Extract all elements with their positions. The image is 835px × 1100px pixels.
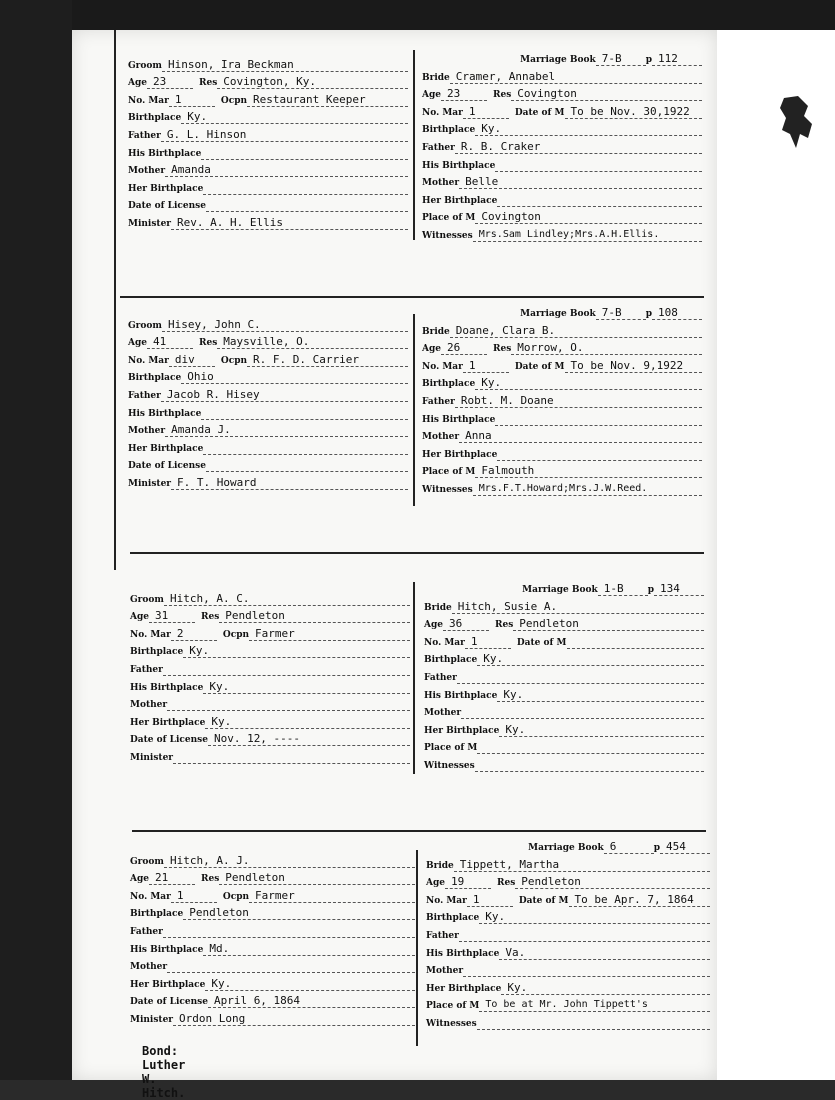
bride-witnesses [475, 771, 704, 772]
date-of-license-label: Date of License [128, 201, 206, 212]
place-of-m-label: Place of M [422, 467, 476, 478]
mother-label: Mother [130, 962, 168, 973]
bride-label: Bride [422, 72, 450, 83]
bride-place-of-m: Covington [475, 210, 702, 224]
groom-name: Hinson, Ira Beckman [162, 58, 408, 72]
bride-book: 1-B [598, 582, 648, 596]
father-label: Father [128, 130, 161, 141]
groom-mother: Amanda [165, 163, 408, 177]
res-label: Res [493, 344, 512, 355]
center-rule-2 [413, 314, 415, 506]
res-label: Res [199, 338, 218, 349]
his-birthplace-label: His Birthplace [130, 682, 204, 693]
birthplace-label: Birthplace [130, 909, 184, 920]
ocpn-label: Ocpn [222, 629, 250, 640]
his-birthplace-label: His Birthplace [128, 408, 202, 419]
page-label: p [645, 309, 652, 319]
bride-page: 454 [660, 840, 710, 854]
witnesses-label: Witnesses [422, 230, 473, 241]
no-mar-label: No. Mar [422, 361, 463, 372]
bride-name: Tippett, Martha [454, 858, 710, 872]
groom-minister: Ordon Long [173, 1012, 415, 1026]
bride-witnesses [477, 1029, 710, 1030]
bride-birthplace: Ky. [479, 910, 710, 924]
place-of-m-label: Place of M [424, 743, 478, 754]
her-birthplace-label: Her Birthplace [128, 183, 204, 194]
bride-no-mar: 1 [463, 359, 509, 373]
center-rule-1 [413, 50, 415, 240]
date-of-license-label: Date of License [130, 735, 208, 746]
groom-ocpn: Restaurant Keeper [247, 93, 408, 107]
bride-column [426, 842, 710, 1030]
groom-name: Hitch, A. J. [164, 854, 415, 868]
bride-name: Doane, Clara B. [450, 324, 702, 338]
bride-page: 134 [654, 582, 704, 596]
minister-label: Minister [130, 752, 174, 763]
separator-1 [120, 296, 704, 298]
father-label: Father [426, 930, 459, 941]
bride-name: Cramer, Annabel [450, 70, 702, 84]
groom-name: Hisey, John C. [162, 318, 408, 332]
bride-label: Bride [424, 602, 452, 613]
bride-date-of-m: To be Apr. 7, 1864 [569, 893, 711, 907]
res-label: Res [493, 90, 512, 101]
bride-no-mar: 1 [463, 105, 509, 119]
her-birthplace-label: Her Birthplace [128, 443, 204, 454]
groom-name: Hitch, A. C. [164, 592, 410, 606]
groom-minister: Rev. A. H. Ellis [171, 216, 408, 230]
bond-note: Bond: Luther W. Hitch. [142, 1044, 186, 1100]
scan-edge-top [0, 0, 835, 30]
birthplace-label: Birthplace [128, 373, 182, 384]
mother-label: Mother [422, 432, 460, 443]
groom-birthplace: Ky. [183, 644, 410, 658]
groom-column [130, 850, 415, 1026]
groom-no-mar: 1 [169, 93, 215, 107]
birthplace-label: Birthplace [422, 379, 476, 390]
bride-label: Bride [422, 326, 450, 337]
father-label: Father [422, 142, 455, 153]
groom-ocpn: Farmer [249, 627, 410, 641]
bride-page: 108 [652, 306, 702, 320]
no-mar-label: No. Mar [424, 637, 465, 648]
groom-label: Groom [130, 856, 164, 867]
res-label: Res [201, 612, 220, 623]
birthplace-label: Birthplace [424, 655, 478, 666]
bride-res: Morrow, O. [511, 341, 702, 355]
groom-his-birthplace: Md. [203, 942, 415, 956]
witnesses-label: Witnesses [426, 1018, 477, 1029]
birthplace-label: Birthplace [426, 913, 480, 924]
his-birthplace-label: His Birthplace [130, 944, 204, 955]
groom-column [128, 314, 408, 490]
mother-label: Mother [128, 166, 166, 177]
groom-res: Maysville, O. [217, 335, 408, 349]
no-mar-label: No. Mar [128, 95, 169, 106]
mother-label: Mother [426, 966, 464, 977]
res-label: Res [199, 78, 218, 89]
her-birthplace-label: Her Birthplace [130, 979, 206, 990]
his-birthplace-label: His Birthplace [424, 690, 498, 701]
bride-father: Robt. M. Doane [455, 394, 702, 408]
minister-label: Minister [130, 1014, 174, 1025]
ocpn-label: Ocpn [220, 355, 248, 366]
groom-no-mar: 1 [171, 889, 217, 903]
age-label: Age [422, 90, 442, 101]
center-rule-4 [416, 850, 418, 1046]
groom-father: G. L. Hinson [161, 128, 408, 142]
mother-label: Mother [422, 178, 460, 189]
age-label: Age [130, 874, 150, 885]
mother-label: Mother [130, 700, 168, 711]
groom-birthplace: Pendleton [183, 906, 415, 920]
witnesses-label: Witnesses [424, 760, 475, 771]
groom-column [130, 588, 410, 764]
age-label: Age [424, 620, 444, 631]
marriage-book-label: Marriage Book [528, 843, 604, 853]
bride-birthplace: Ky. [477, 652, 704, 666]
bride-book: 6 [604, 840, 654, 854]
father-label: Father [130, 926, 163, 937]
place-of-m-label: Place of M [426, 1001, 480, 1012]
bride-age: 36 [443, 617, 489, 631]
groom-ocpn: R. F. D. Carrier [247, 353, 408, 367]
groom-no-mar: div [169, 353, 215, 367]
res-label: Res [497, 878, 516, 889]
groom-his-birthplace: Ky. [203, 680, 410, 694]
groom-label: Groom [130, 594, 164, 605]
bride-no-mar: 1 [467, 893, 513, 907]
no-mar-label: No. Mar [426, 895, 467, 906]
bride-date-of-m: To be Nov. 9,1922 [565, 359, 703, 373]
sheet-left-rule [114, 30, 116, 570]
witnesses-label: Witnesses [422, 484, 473, 495]
marriage-book-label: Marriage Book [520, 55, 596, 65]
groom-res: Pendleton [219, 609, 410, 623]
birthplace-label: Birthplace [130, 647, 184, 658]
his-birthplace-label: His Birthplace [422, 160, 496, 171]
bride-book: 7-B [596, 306, 646, 320]
groom-age: 41 [147, 335, 193, 349]
bride-her-birthplace: Ky. [501, 981, 710, 995]
groom-ocpn: Farmer [249, 889, 415, 903]
date-of-m-label: Date of M [516, 637, 567, 648]
separator-2 [130, 552, 704, 554]
groom-her-birthplace: Ky. [205, 715, 410, 729]
bride-no-mar: 1 [465, 635, 511, 649]
her-birthplace-label: Her Birthplace [426, 983, 502, 994]
no-mar-label: No. Mar [128, 355, 169, 366]
groom-date-of-license: Nov. 12, ---- [208, 732, 410, 746]
ocpn-label: Ocpn [222, 891, 250, 902]
groom-age: 31 [149, 609, 195, 623]
bride-res: Covington [511, 87, 702, 101]
father-label: Father [130, 664, 163, 675]
page-label: p [653, 843, 660, 853]
bride-column [422, 54, 702, 242]
father-label: Father [422, 396, 455, 407]
her-birthplace-label: Her Birthplace [130, 717, 206, 728]
her-birthplace-label: Her Birthplace [422, 449, 498, 460]
bride-book: 7-B [596, 52, 646, 66]
groom-label: Groom [128, 60, 162, 71]
marriage-book-label: Marriage Book [522, 585, 598, 595]
mother-label: Mother [128, 426, 166, 437]
age-label: Age [422, 344, 442, 355]
bride-his-birthplace: Va. [499, 946, 710, 960]
bride-res: Pendleton [513, 617, 704, 631]
bride-mother: Belle [459, 175, 702, 189]
groom-date-of-license: April 6, 1864 [208, 994, 415, 1008]
page-label: p [647, 585, 654, 595]
groom-minister: F. T. Howard [171, 476, 408, 490]
bride-age: 19 [445, 875, 491, 889]
groom-her-birthplace: Ky. [205, 977, 415, 991]
bride-place-of-m: To be at Mr. John Tippett's [479, 998, 710, 1012]
bride-res: Pendleton [515, 875, 710, 889]
father-label: Father [128, 390, 161, 401]
bride-name: Hitch, Susie A. [452, 600, 704, 614]
center-rule-3 [413, 582, 415, 774]
no-mar-label: No. Mar [130, 891, 171, 902]
minister-label: Minister [128, 478, 172, 489]
groom-father: Jacob R. Hisey [161, 388, 408, 402]
her-birthplace-label: Her Birthplace [422, 195, 498, 206]
bride-column [424, 584, 704, 772]
date-of-m-label: Date of M [514, 107, 565, 118]
birthplace-label: Birthplace [422, 125, 476, 136]
date-of-license-label: Date of License [128, 461, 206, 472]
bride-her-birthplace: Ky. [499, 723, 704, 737]
groom-column [128, 54, 408, 230]
bride-label: Bride [426, 860, 454, 871]
mother-label: Mother [424, 708, 462, 719]
res-label: Res [201, 874, 220, 885]
date-of-license-label: Date of License [130, 997, 208, 1008]
bride-age: 23 [441, 87, 487, 101]
bride-column [422, 308, 702, 496]
bride-birthplace: Ky. [475, 122, 702, 136]
groom-mother: Amanda J. [165, 423, 408, 437]
groom-age: 21 [149, 871, 195, 885]
marriage-book-label: Marriage Book [520, 309, 596, 319]
groom-no-mar: 2 [171, 627, 217, 641]
ink-blot [778, 94, 816, 150]
groom-age: 23 [147, 75, 193, 89]
minister-label: Minister [128, 218, 172, 229]
bride-birthplace: Ky. [475, 376, 702, 390]
his-birthplace-label: His Birthplace [422, 414, 496, 425]
his-birthplace-label: His Birthplace [426, 948, 500, 959]
his-birthplace-label: His Birthplace [128, 148, 202, 159]
bride-his-birthplace: Ky. [497, 688, 704, 702]
bride-mother: Anna [459, 429, 702, 443]
date-of-m-label: Date of M [518, 895, 569, 906]
bride-page: 112 [652, 52, 702, 66]
father-label: Father [424, 672, 457, 683]
ocpn-label: Ocpn [220, 95, 248, 106]
bride-father: R. B. Craker [455, 140, 702, 154]
groom-label: Groom [128, 320, 162, 331]
groom-birthplace: Ohio [181, 370, 408, 384]
res-label: Res [495, 620, 514, 631]
groom-minister [173, 763, 410, 764]
age-label: Age [128, 338, 148, 349]
page-label: p [645, 55, 652, 65]
bride-witnesses: Mrs.F.T.Howard;Mrs.J.W.Reed. [473, 482, 702, 496]
groom-birthplace: Ky. [181, 110, 408, 124]
bride-date-of-m: To be Nov. 30,1922 [565, 105, 703, 119]
birthplace-label: Birthplace [128, 113, 182, 124]
place-of-m-label: Place of M [422, 213, 476, 224]
date-of-m-label: Date of M [514, 361, 565, 372]
age-label: Age [426, 878, 446, 889]
groom-res: Covington, Ky. [217, 75, 408, 89]
bride-age: 26 [441, 341, 487, 355]
no-mar-label: No. Mar [422, 107, 463, 118]
bride-witnesses: Mrs.Sam Lindley;Mrs.A.H.Ellis. [473, 228, 702, 242]
scan-edge-left [0, 0, 72, 1080]
age-label: Age [130, 612, 150, 623]
separator-3 [132, 830, 706, 832]
no-mar-label: No. Mar [130, 629, 171, 640]
age-label: Age [128, 78, 148, 89]
her-birthplace-label: Her Birthplace [424, 725, 500, 736]
bride-place-of-m: Falmouth [475, 464, 702, 478]
groom-res: Pendleton [219, 871, 415, 885]
